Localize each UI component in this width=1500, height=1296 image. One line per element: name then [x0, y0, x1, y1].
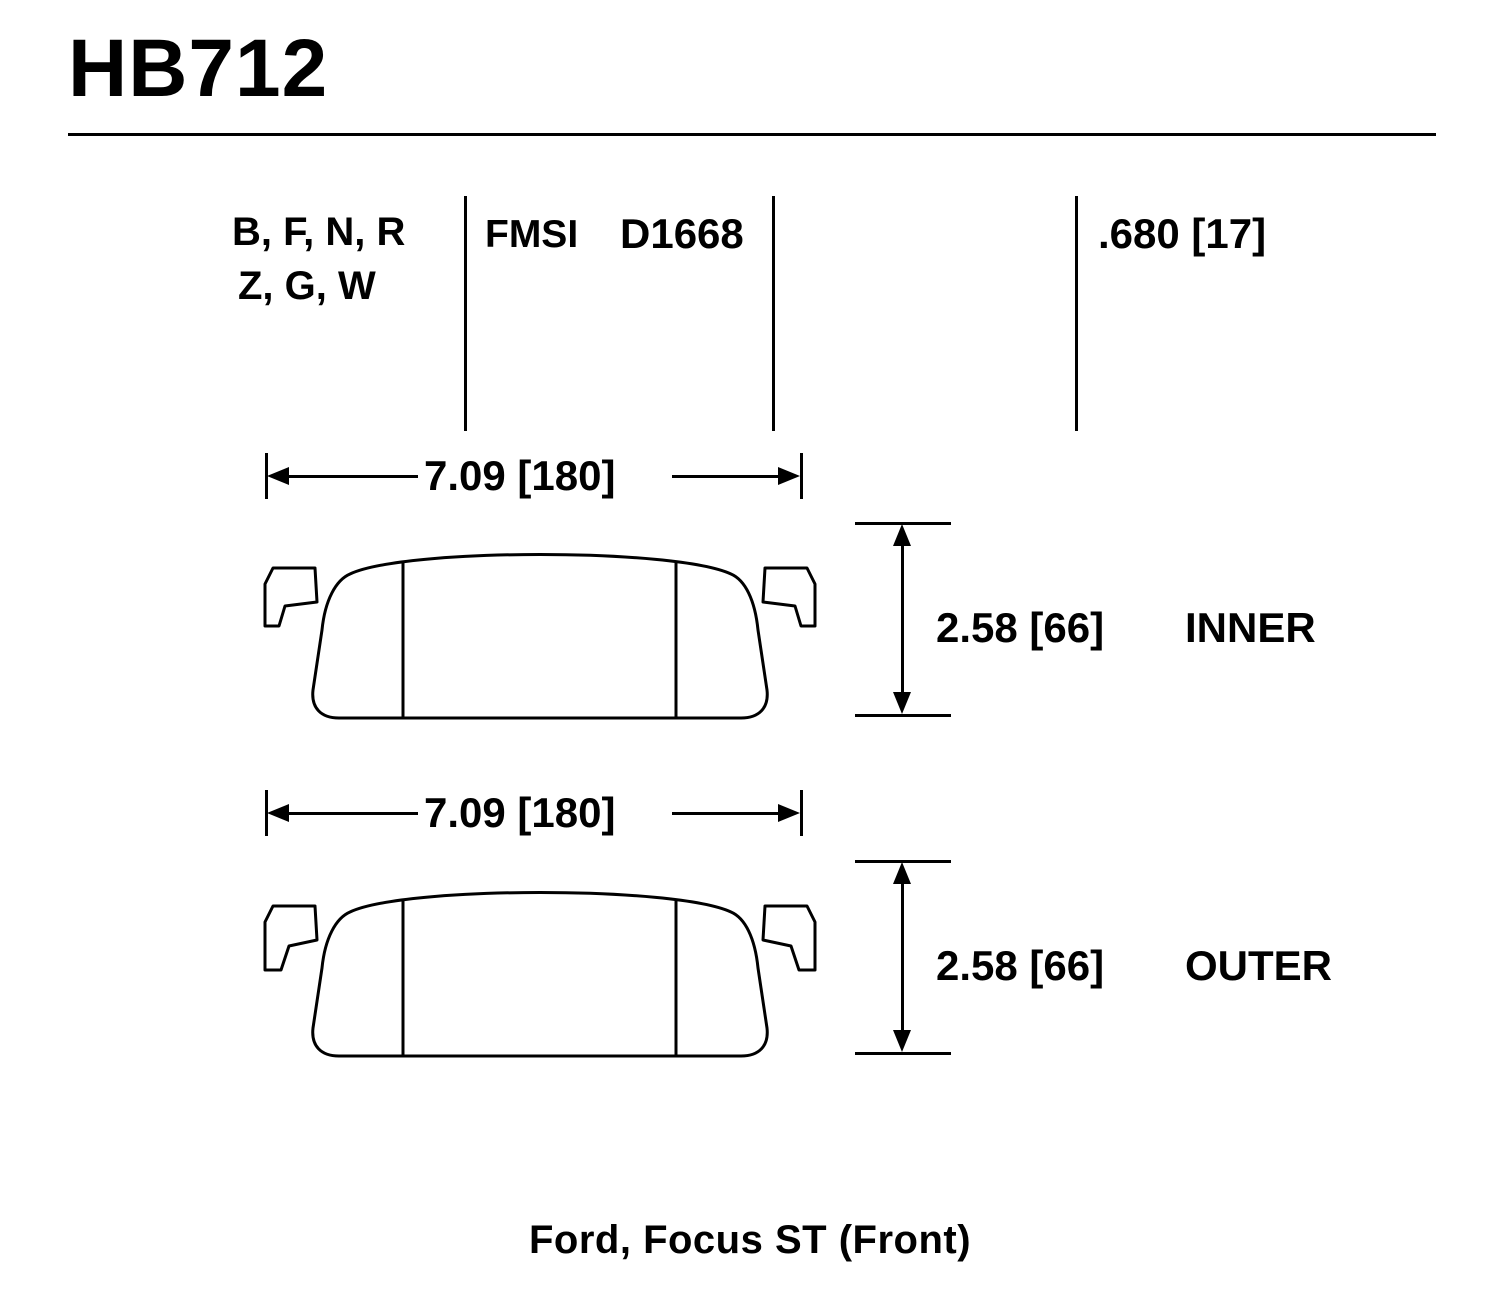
compound-codes-line-1: B, F, N, R [232, 210, 406, 254]
inner-pad-position-label: INNER [1185, 604, 1316, 651]
arrow-right-icon [778, 467, 800, 485]
spec-divider-1 [464, 196, 467, 431]
page-title: HB712 [68, 23, 329, 114]
outer-height-tick-bottom [855, 1052, 951, 1055]
outer-pad-position-label: OUTER [1185, 942, 1332, 989]
spec-divider-2 [772, 196, 775, 431]
thickness-value: .680 [17] [1098, 210, 1267, 257]
outer-width-dimension: 7.09 [180] [424, 789, 616, 836]
outer-width-line-left [288, 812, 418, 815]
inner-height-tick-bottom [855, 714, 951, 717]
arrow-left-icon [267, 804, 289, 822]
arrow-down-icon [893, 692, 911, 714]
brake-pad-inner-shape [255, 540, 825, 735]
brake-pad-outer-shape [255, 878, 825, 1073]
spec-divider-3 [1075, 196, 1078, 431]
inner-width-line-left [288, 475, 418, 478]
vehicle-application-caption: Ford, Focus ST (Front) [528, 1218, 972, 1262]
outer-width-line-right [672, 812, 778, 815]
compound-codes [232, 205, 452, 313]
fmsi-value: D1668 [620, 210, 744, 257]
compound-codes-line-2: Z, G, W [238, 264, 376, 308]
arrow-left-icon [267, 467, 289, 485]
arrow-up-icon [893, 524, 911, 546]
outer-height-line [901, 882, 904, 1030]
arrow-right-icon [778, 804, 800, 822]
inner-width-dimension: 7.09 [180] [424, 452, 616, 499]
inner-height-line [901, 544, 904, 692]
outer-width-tick-right [800, 790, 803, 836]
header-divider [68, 133, 1436, 136]
inner-height-dimension: 2.58 [66] [936, 604, 1105, 651]
arrow-up-icon [893, 862, 911, 884]
outer-height-dimension: 2.58 [66] [936, 942, 1105, 989]
fmsi-label: FMSI [485, 213, 579, 256]
arrow-down-icon [893, 1030, 911, 1052]
inner-width-tick-right [800, 453, 803, 499]
inner-width-line-right [672, 475, 778, 478]
